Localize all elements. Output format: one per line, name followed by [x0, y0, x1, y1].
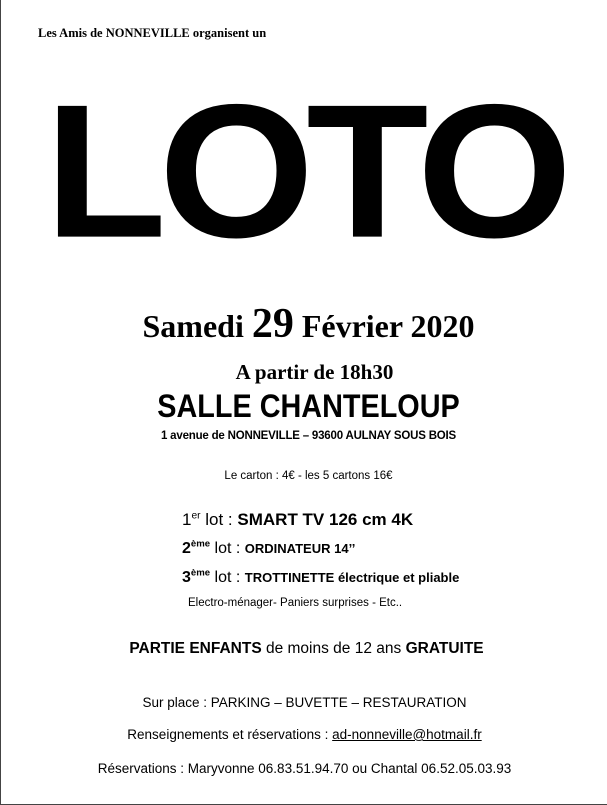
prize-3 [182, 567, 459, 589]
venue-address: 1 avenue de NONNEVILLE – 93600 AULNAY SOUS BOIS [160, 430, 457, 442]
onsite-info [1, 695, 607, 710]
prize-2 [182, 538, 355, 560]
prize-3-label: TROTTINETTE électrique et pliable [244, 570, 460, 585]
reservations-info: Réservations : Maryvonne 06.83.51.94.70 ou Chantal 06.52.05.03.93 [97, 761, 512, 776]
prize-3-suffix: ème [190, 567, 211, 579]
date-weekday: Samedi [142, 308, 244, 344]
organizer-line: Les Amis de NONNEVILLE organisent un [38, 26, 267, 40]
prize-1-label: SMART TV 126 cm 4K [237, 510, 414, 529]
children-label: PARTIE ENFANTS [129, 640, 262, 657]
contact-label: Renseignements et réservations : [127, 727, 333, 742]
date-month-year: Février 2020 [301, 308, 475, 344]
children-info [3, 640, 607, 658]
date-day: 29 [251, 301, 294, 347]
prize-1-number: 1 [182, 510, 192, 529]
prize-2-suffix: ème [190, 538, 211, 550]
event-time: A partir de 18h30 [235, 360, 394, 384]
extras-info: Electro-ménager- Paniers surprises - Etc.. [188, 597, 403, 609]
event-date [5, 302, 607, 348]
prize-2-lot: lot : [210, 540, 245, 557]
contact-info [1, 727, 607, 742]
prize-3-number: 3 [182, 569, 191, 586]
prize-3-lot: lot : [210, 569, 245, 586]
onsite-services: PARKING – BUVETTE – RESTAURATION [210, 695, 467, 710]
venue-name: SALLE CHANTELOUP [157, 388, 460, 424]
prize-1-suffix: er [191, 510, 201, 522]
prize-1-lot: lot : [200, 510, 238, 529]
email-link[interactable]: ad-nonneville@hotmail.fr [332, 727, 482, 742]
prize-2-label: ORDINATEUR 14’’ [244, 541, 356, 556]
children-free: GRATUITE [405, 640, 484, 657]
children-age: de moins de 12 ans [261, 640, 406, 657]
prize-2-number: 2 [182, 540, 191, 557]
prize-1 [182, 508, 413, 532]
onsite-label: Sur place : [142, 695, 211, 710]
event-title: LOTO [44, 65, 565, 278]
pricing-info: Le carton : 4€ - les 5 cartons 16€ [224, 470, 393, 482]
